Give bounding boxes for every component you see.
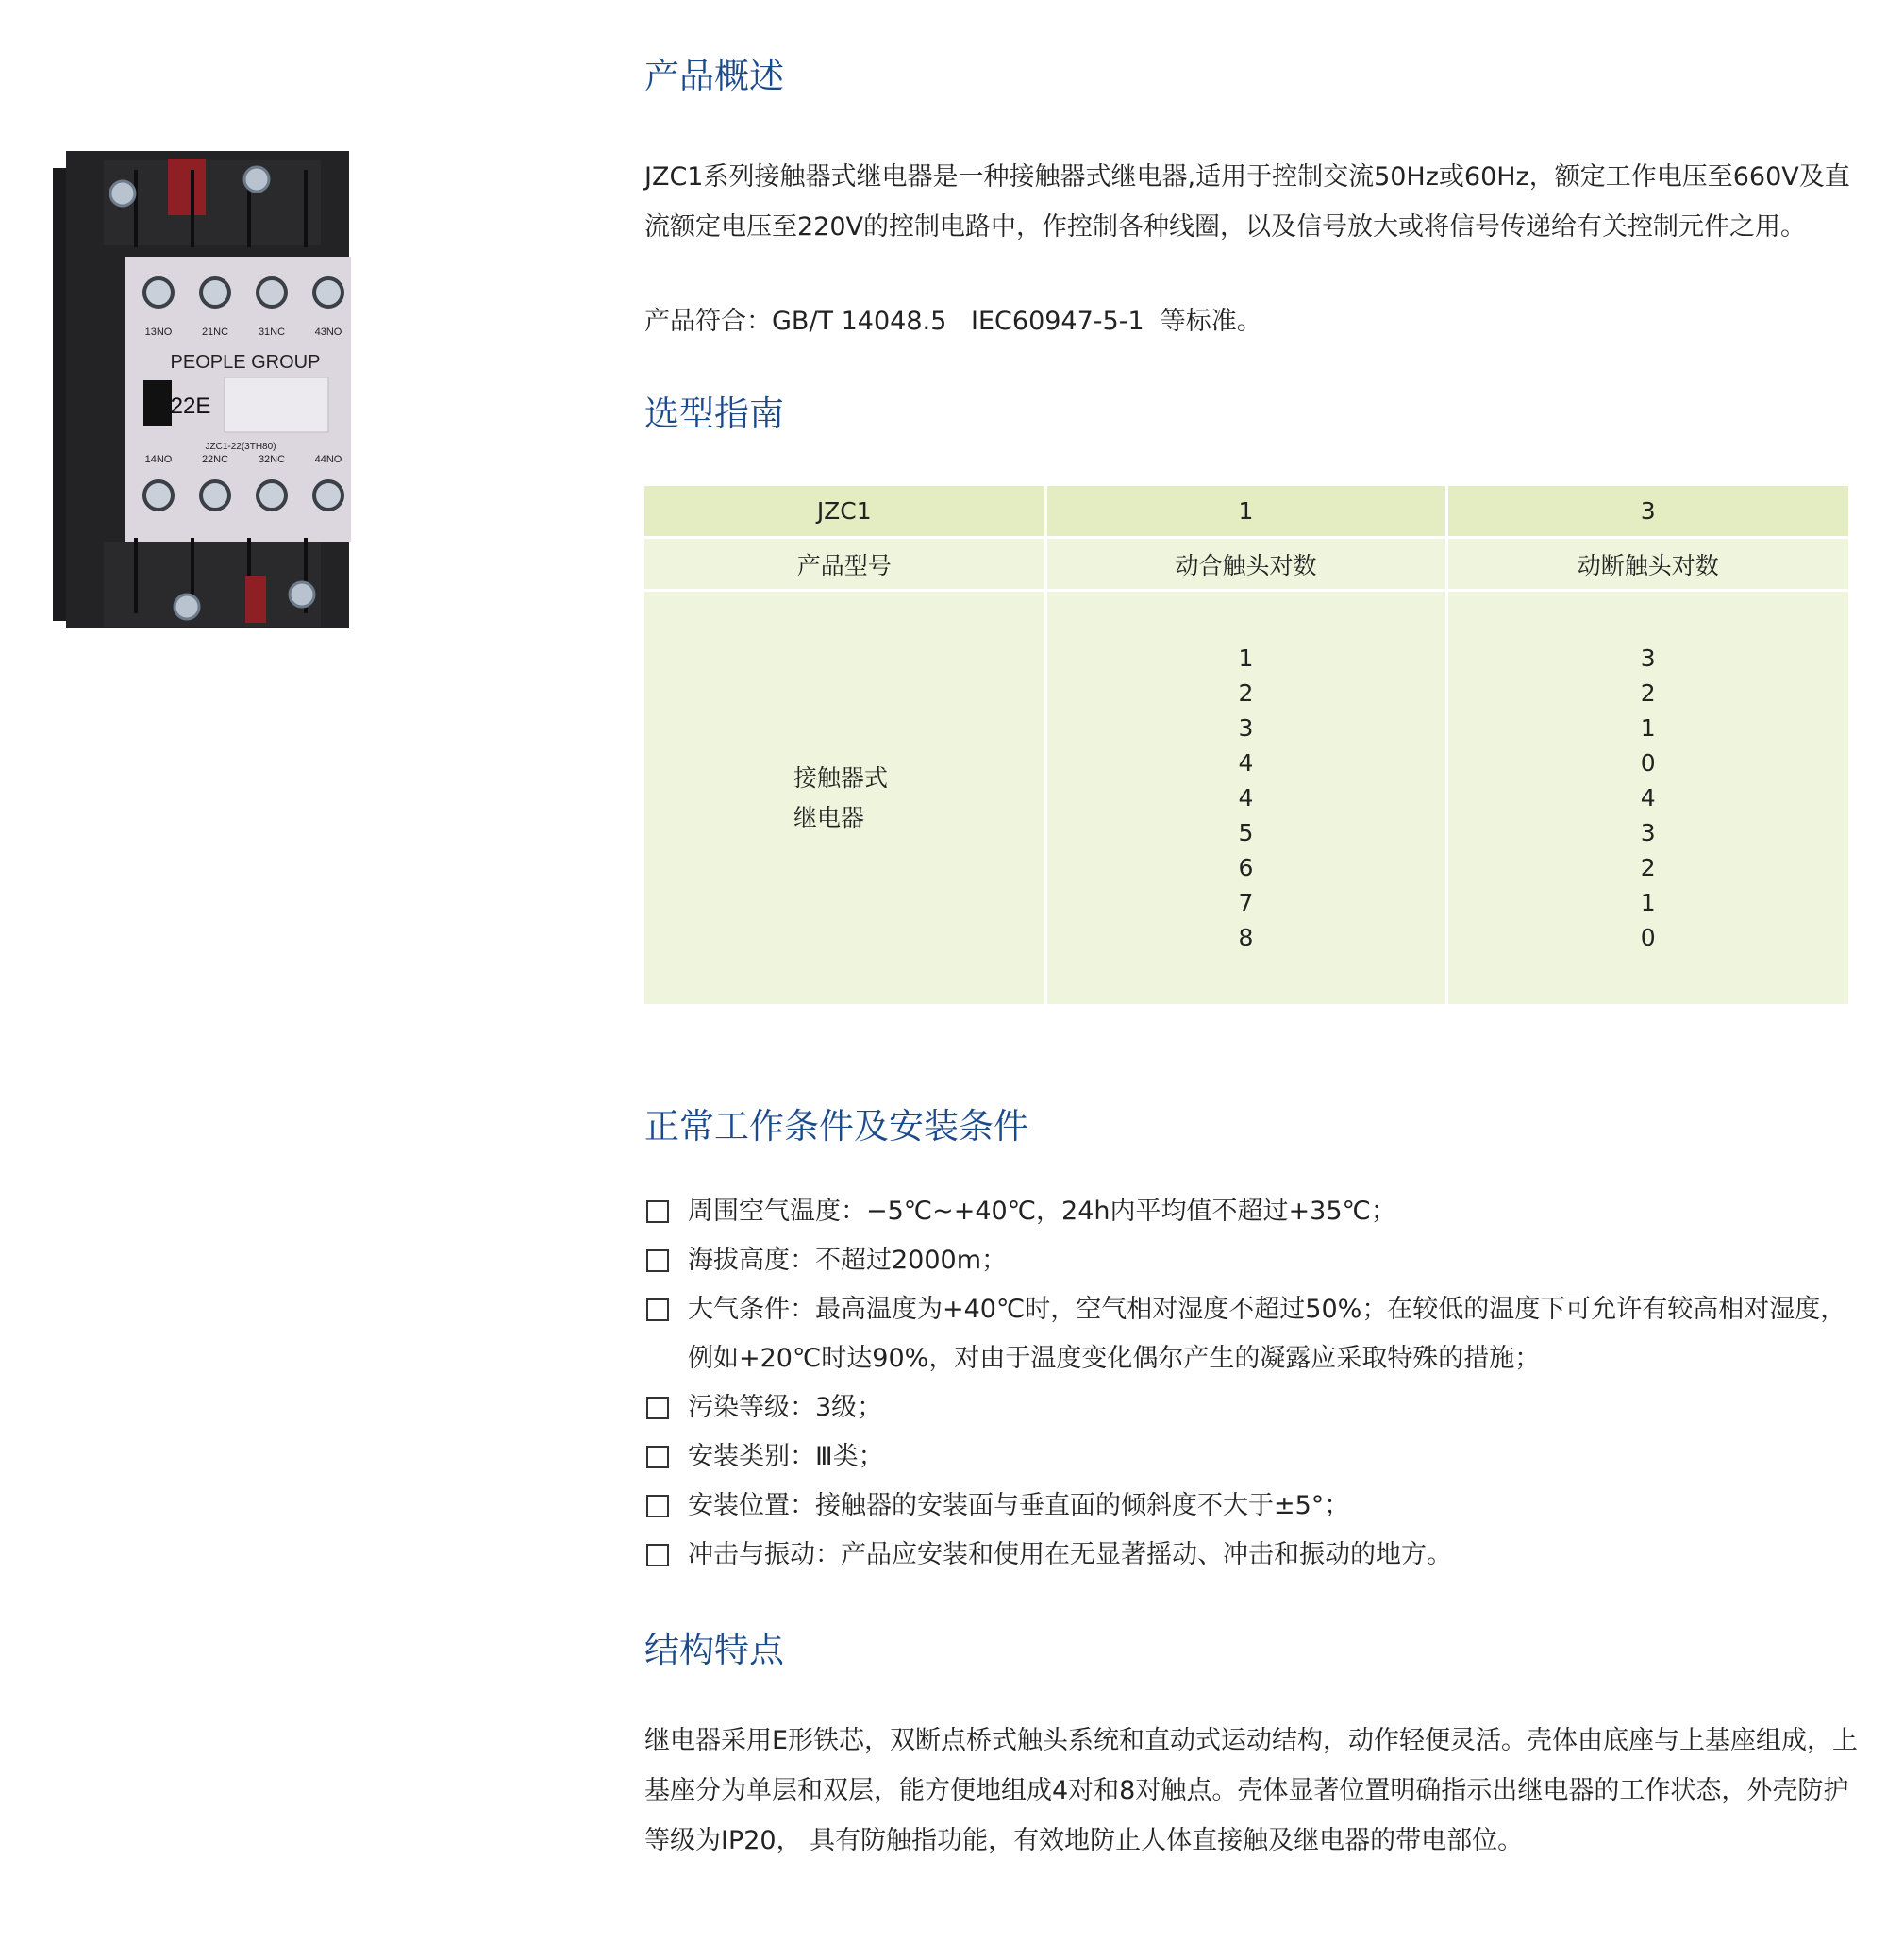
list-item: 3 xyxy=(1640,645,1656,672)
list-item: 1 xyxy=(1640,889,1656,916)
table-row xyxy=(644,591,1848,1006)
list-item: 5 xyxy=(1238,819,1254,846)
product-name-line: 继电器 xyxy=(793,803,865,831)
checkbox-icon xyxy=(646,1446,669,1468)
table-cell: 动断触头对数 xyxy=(1446,538,1848,591)
terminal-label: 13NO xyxy=(144,327,173,338)
table-cell: 产品型号 xyxy=(644,538,1045,591)
no-contacts-cell xyxy=(1045,591,1446,1006)
condition-text: 大气条件：最高温度为+40℃时，空气相对湿度不超过50%；在较低的温度下可允许有较高相对湿度，例如+20℃时达90%，对由于温度变化偶尔产生的凝露应采取特殊的措施； xyxy=(688,1295,1846,1373)
terminal-label: 21NC xyxy=(201,327,229,338)
screw-icon xyxy=(175,595,199,619)
list-item: 2 xyxy=(1640,679,1656,707)
structure-title: 结构特点 xyxy=(644,1630,784,1670)
checkbox-icon xyxy=(646,1495,669,1517)
checkbox-icon xyxy=(646,1249,669,1272)
checkbox-icon xyxy=(646,1298,669,1321)
screw-icon xyxy=(110,181,135,206)
overview-title: 产品概述 xyxy=(644,56,784,96)
checkbox-icon xyxy=(646,1397,669,1419)
list-item: 0 xyxy=(1640,749,1656,777)
list-item xyxy=(644,1482,1862,1531)
condition-text: 安装位置：接触器的安装面与垂直面的倾斜度不大于±5°； xyxy=(688,1491,1350,1520)
condition-text: 周围空气温度：−5℃~+40℃，24h内平均值不超过+35℃； xyxy=(688,1197,1396,1226)
list-item: 0 xyxy=(1640,924,1656,951)
product-name-line: 接触器式 xyxy=(793,763,889,792)
table-cell: 3 xyxy=(1446,486,1848,538)
terminal-label: 31NC xyxy=(258,327,286,338)
list-item xyxy=(644,1383,1862,1432)
condition-text: 安装类别：Ⅲ类； xyxy=(688,1442,884,1471)
table-cell: JZC1 xyxy=(644,486,1045,538)
table-row xyxy=(644,538,1848,591)
overview-paragraph: JZC1系列接触器式继电器是一种接触器式继电器,适用于控制交流50Hz或60Hz，额定工作电压至660V及直流额定电压至220V的控制电路中，作控制各种线圈，以及信号放大或将信号传递给有关控制元件之用。 xyxy=(644,162,1850,242)
list-item: 1 xyxy=(1640,714,1656,742)
product-image xyxy=(47,151,406,632)
table-cell: 动合触头对数 xyxy=(1045,538,1446,591)
list-item xyxy=(644,1432,1862,1482)
list-item: 8 xyxy=(1238,924,1254,951)
list-item: 2 xyxy=(1640,854,1656,881)
selection-table xyxy=(644,486,1848,1007)
list-item: 3 xyxy=(1640,819,1656,846)
window-text: 22E xyxy=(170,394,211,419)
model-text: JZC1-22(3TH80) xyxy=(205,442,276,452)
checkbox-icon xyxy=(646,1200,669,1223)
list-item: 3 xyxy=(1238,714,1254,742)
table-cell: 1 xyxy=(1045,486,1446,538)
brand-text: PEOPLE GROUP xyxy=(170,352,321,373)
condition-text: 污染等级：3级； xyxy=(688,1393,883,1422)
selection-title: 选型指南 xyxy=(644,394,784,434)
list-item: 6 xyxy=(1238,854,1254,881)
list-item xyxy=(644,1285,1862,1383)
list-item xyxy=(644,1531,1862,1580)
list-item: 4 xyxy=(1640,784,1656,812)
conditions-list xyxy=(644,1187,1862,1580)
terminal-label: 22NC xyxy=(201,454,229,465)
list-item xyxy=(644,1236,1862,1285)
list-item: 4 xyxy=(1238,749,1254,777)
nc-contacts-cell xyxy=(1446,591,1848,1006)
list-item: 1 xyxy=(1238,645,1254,672)
conditions-title: 正常工作条件及安装条件 xyxy=(644,1106,1028,1147)
terminal-label: 43NO xyxy=(314,327,342,338)
list-item: 4 xyxy=(1238,784,1254,812)
list-item xyxy=(644,1187,1862,1236)
screw-icon xyxy=(244,167,269,192)
structure-paragraph: 继电器采用E形铁芯，双断点桥式触头系统和直动式运动结构，动作轻便灵活。壳体由底座与上基座组成，上基座分为单层和双层，能方便地组成4对和8对触点。壳体显著位置明确指示出继电器的工作状态，外壳防护等级为IP20， 具有防触指功能，有效地防止人体直接触及继电器的带电部位。 xyxy=(644,1726,1859,1855)
condition-text: 冲击与振动：产品应安装和使用在无显著摇动、冲击和振动的地方。 xyxy=(688,1540,1452,1569)
condition-text: 海拔高度：不超过2000m； xyxy=(688,1246,1008,1275)
terminal-label: 14NO xyxy=(144,454,173,465)
product-name-cell xyxy=(644,591,1045,1006)
list-item: 2 xyxy=(1238,679,1254,707)
screw-icon xyxy=(290,582,314,607)
checkbox-icon xyxy=(646,1544,669,1566)
table-row xyxy=(644,486,1848,538)
terminal-label: 32NC xyxy=(258,454,286,465)
terminal-label: 44NO xyxy=(314,454,342,465)
standards-line: 产品符合：GB/T 14048.5 IEC60947-5-1 等标准。 xyxy=(644,307,1262,336)
list-item: 7 xyxy=(1238,889,1254,916)
